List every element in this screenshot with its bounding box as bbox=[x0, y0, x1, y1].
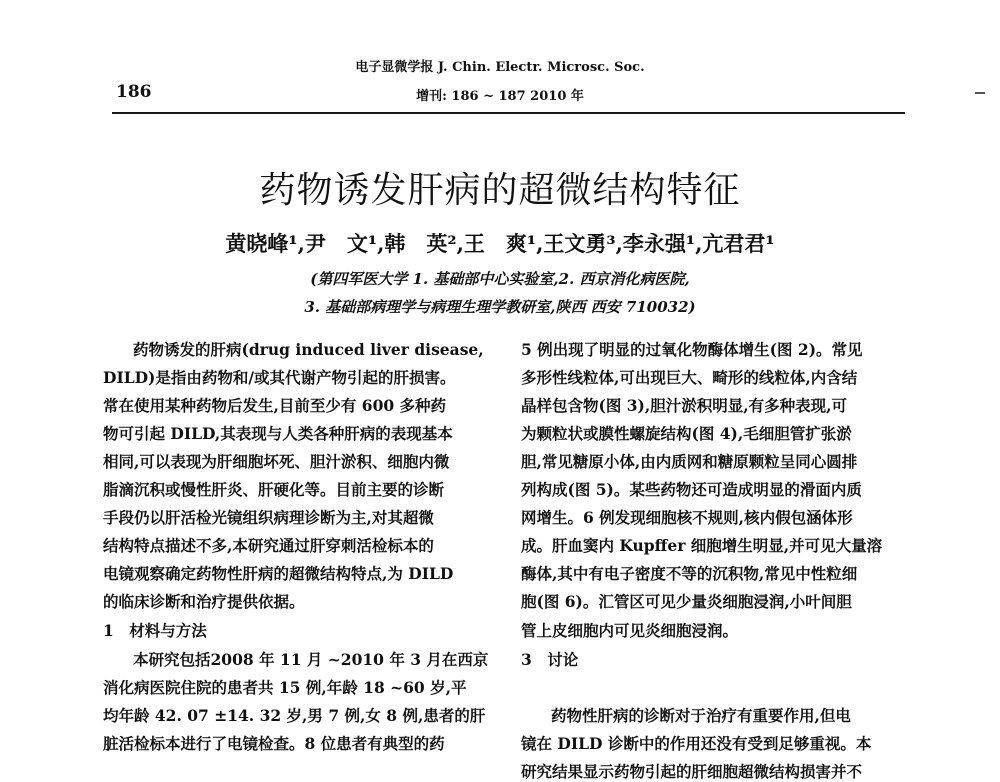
text-line: 手段仍以肝活检光镜组织病理诊断为主,对其超微 bbox=[103, 508, 434, 527]
text-line: DILD)是指由药物和/或其代谢产物引起的肝损害。 bbox=[103, 368, 456, 387]
issue-info: 增刊: 186 ~ 187 2010 年 bbox=[416, 89, 584, 104]
text-line: 脏活检标本进行了电镜检查。8 位患者有典型的药 bbox=[103, 734, 445, 753]
text-line: 酶体,其中有电子密度不等的沉积物,常见中性粒细 bbox=[521, 564, 858, 583]
text-line: 镜在 DILD 诊断中的作用还没有受到足够重视。本 bbox=[521, 734, 872, 753]
affiliation-line-1: (第四军医大学 1. 基础部中心实验室,2. 西京消化病医院, bbox=[310, 270, 690, 288]
text-line: 常在使用某种药物后发生,目前至少有 600 多种药 bbox=[103, 396, 447, 415]
text-line: 药物性肝病的诊断对于治疗有重要作用,但电 bbox=[551, 706, 851, 725]
text-line: 药物诱发的肝病(drug induced liver disease, bbox=[133, 340, 484, 359]
text-line: 本研究包括2008 年 11 月 ~2010 年 3 月在西京 bbox=[133, 650, 489, 669]
text-line: 结构特点描述不多,本研究通过肝穿刺活检标本的 bbox=[103, 536, 434, 555]
text-line: 多形性线粒体,可出现巨大、畸形的线粒体,内含结 bbox=[521, 368, 858, 387]
text-line: 胞(图 6)。汇管区可见少量炎细胞浸润,小叶间胆 bbox=[521, 592, 852, 611]
author-list: 黄晓峰¹,尹 文¹,韩 英²,王 爽¹,王文勇³,李永强¹,亢君君¹ bbox=[225, 231, 775, 256]
journal-name: 电子显微学报 J. Chin. Electr. Microsc. Soc. bbox=[355, 60, 645, 75]
text-line: 胆,常见糖原小体,由内质网和糖原颗粒呈同心圆排 bbox=[521, 452, 858, 471]
text-line: 5 例出现了明显的过氧化物酶体增生(图 2)。常见 bbox=[521, 340, 863, 359]
affiliation-line-2: 3. 基础部病理学与病理生理学教研室,陕西 西安 710032) bbox=[304, 298, 696, 316]
text-line: 晶样包含物(图 3),胆汁淤积明显,有多种表现,可 bbox=[521, 396, 848, 415]
text-line: 均年龄 42. 07 ±14. 32 岁,男 7 例,女 8 例,患者的肝 bbox=[103, 706, 486, 725]
text-line: 研究结果显示药物引起的肝细胞超微结构损害并不 bbox=[521, 762, 863, 781]
page-number: 186 bbox=[116, 82, 152, 102]
text-line: 为颗粒状或膜性螺旋结构(图 4),毛细胆管扩张淤 bbox=[521, 424, 852, 443]
text-line: 电镜观察确定药物性肝病的超微结构特点,为 DILD bbox=[103, 564, 454, 583]
text-line: 脂滴沉积或慢性肝炎、肝硬化等。目前主要的诊断 bbox=[103, 480, 445, 499]
text-line: 网增生。6 例发现细胞核不规则,核内假包涵体形 bbox=[521, 508, 853, 527]
text-line: 物可引起 DILD,其表现与人类各种肝病的表现基本 bbox=[103, 424, 453, 443]
header-rule bbox=[112, 112, 905, 114]
text-line: 相同,可以表现为肝细胞坏死、胆汁淤积、细胞内微 bbox=[103, 452, 450, 471]
text-line: 的临床诊断和治疗提供依据。 bbox=[103, 592, 305, 611]
section-heading-discussion: 3 讨论 bbox=[521, 650, 579, 669]
text-line: 成。肝血窦内 Kupffer 细胞增生明显,并可见大量溶 bbox=[521, 536, 883, 555]
text-line: 管上皮细胞内可见炎细胞浸润。 bbox=[521, 621, 739, 640]
section-heading-methods: 1 材料与方法 bbox=[103, 621, 207, 640]
text-line: 消化病医院住院的患者共 15 例,年龄 18 ~60 岁,平 bbox=[103, 678, 467, 697]
text-line: 列构成(图 5)。某些药物还可造成明显的滑面内质 bbox=[521, 480, 862, 499]
article-title: 药物诱发肝病的超微结构特征 bbox=[259, 170, 741, 211]
scan-artifact bbox=[975, 92, 985, 94]
